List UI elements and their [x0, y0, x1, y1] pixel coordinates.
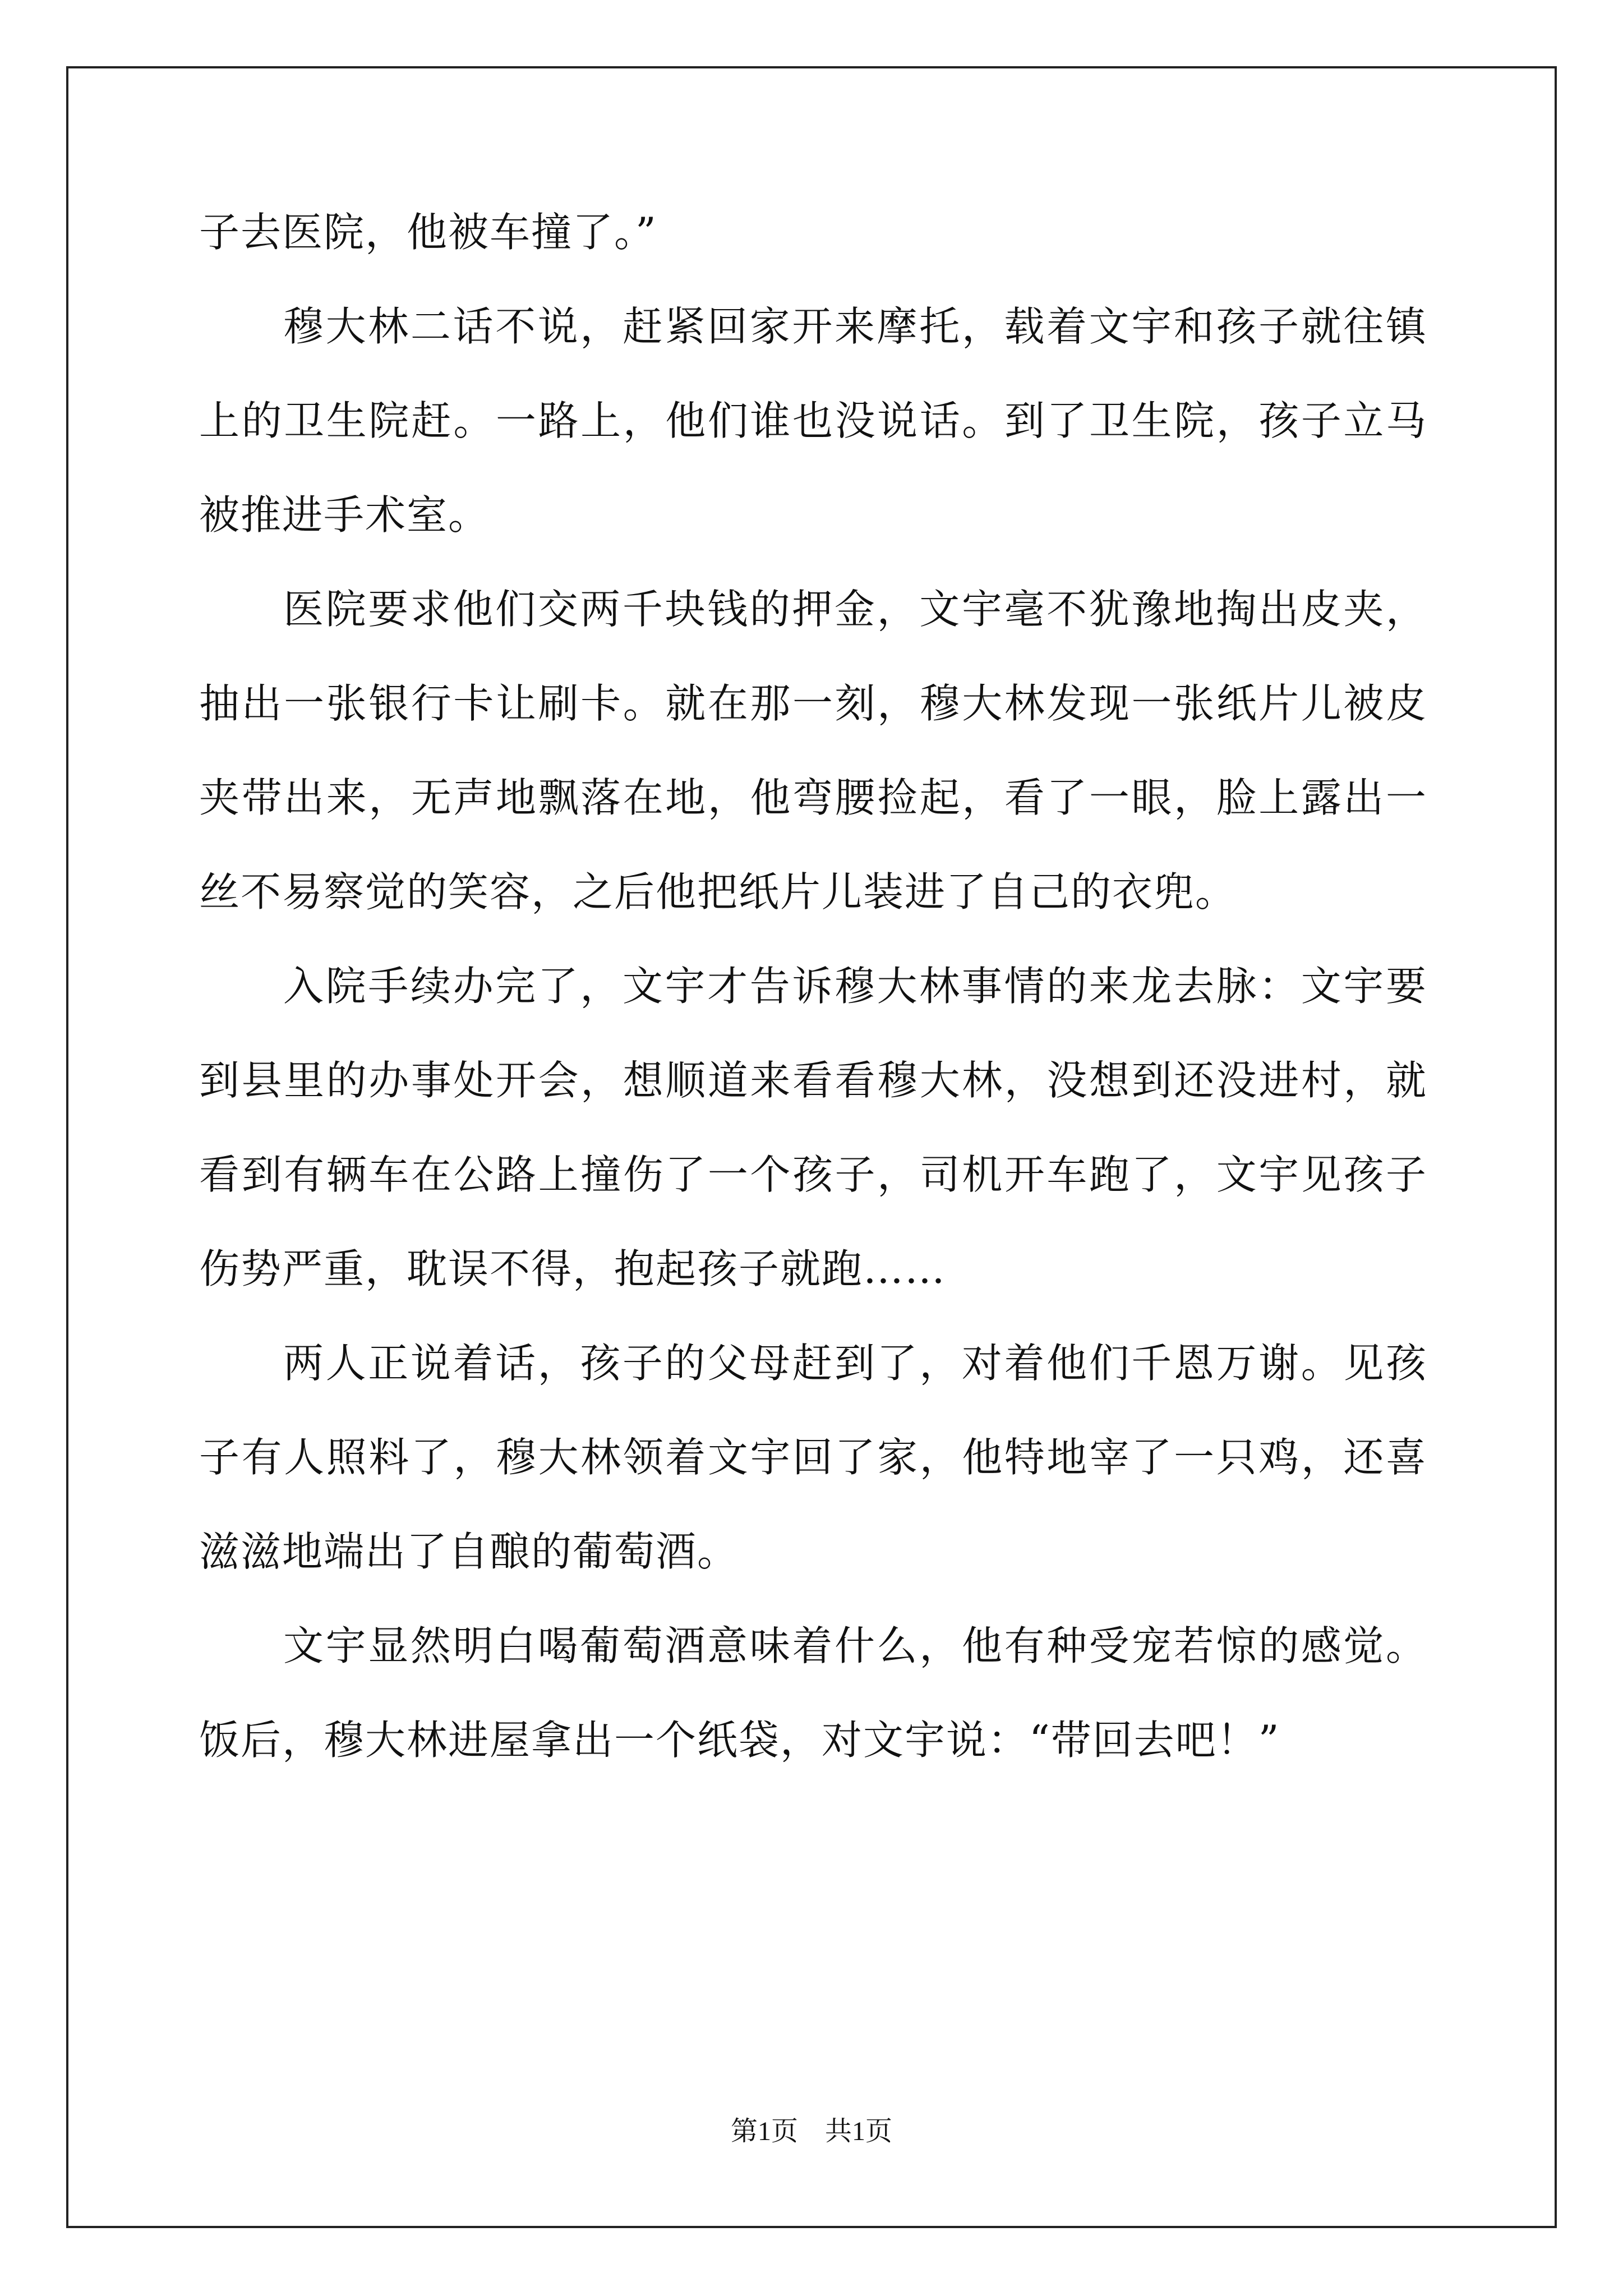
paragraph: 两人正说着话，孩子的父母赶到了，对着他们千恩万谢。见孩子有人照料了，穆大林领着文宇回了家，他特地宰了一只鸡，还喜滋滋地端出了自酿的葡萄酒。: [199, 1340, 1427, 1575]
paragraph: 医院要求他们交两千块钱的押金，文宇毫不犹豫地掏出皮夹，抽出一张银行卡让刷卡。就在那一刻，穆大林发现一张纸片儿被皮夹带出来，无声地飘落在地，他弯腰捡起，看了一眼，脸上露出一丝不易察觉的笑容，之后他把纸片儿装进了自己的衣兜。: [199, 586, 1427, 915]
document-body: [199, 185, 1427, 1787]
paragraph: 穆大林二话不说，赶紧回家开来摩托，载着文宇和孩子就往镇上的卫生院赶。一路上，他们谁也没说话。到了卫生院，孩子立马被推进手术室。: [199, 303, 1427, 539]
page-number-total: 共1页: [825, 2116, 893, 2146]
paragraph: 入院手续办完了，文宇才告诉穆大林事情的来龙去脉：文宇要到县里的办事处开会，想顺道来看看穆大林，没想到还没进村，就看到有辆车在公路上撞伤了一个孩子，司机开车跑了，文宇见孩子伤势严重，耽误不得，抱起孩子就跑……: [199, 963, 1427, 1292]
paragraph: 子去医院，他被车撞了。”: [199, 209, 657, 256]
page-footer: [0, 2109, 1623, 2148]
page-number-current: 第1页: [730, 2116, 798, 2146]
paragraph: 文宇显然明白喝葡萄酒意味着什么，他有种受宠若惊的感觉。饭后，穆大林进屋拿出一个纸袋，对文宇说：“带回去吧！”: [199, 1622, 1427, 1764]
